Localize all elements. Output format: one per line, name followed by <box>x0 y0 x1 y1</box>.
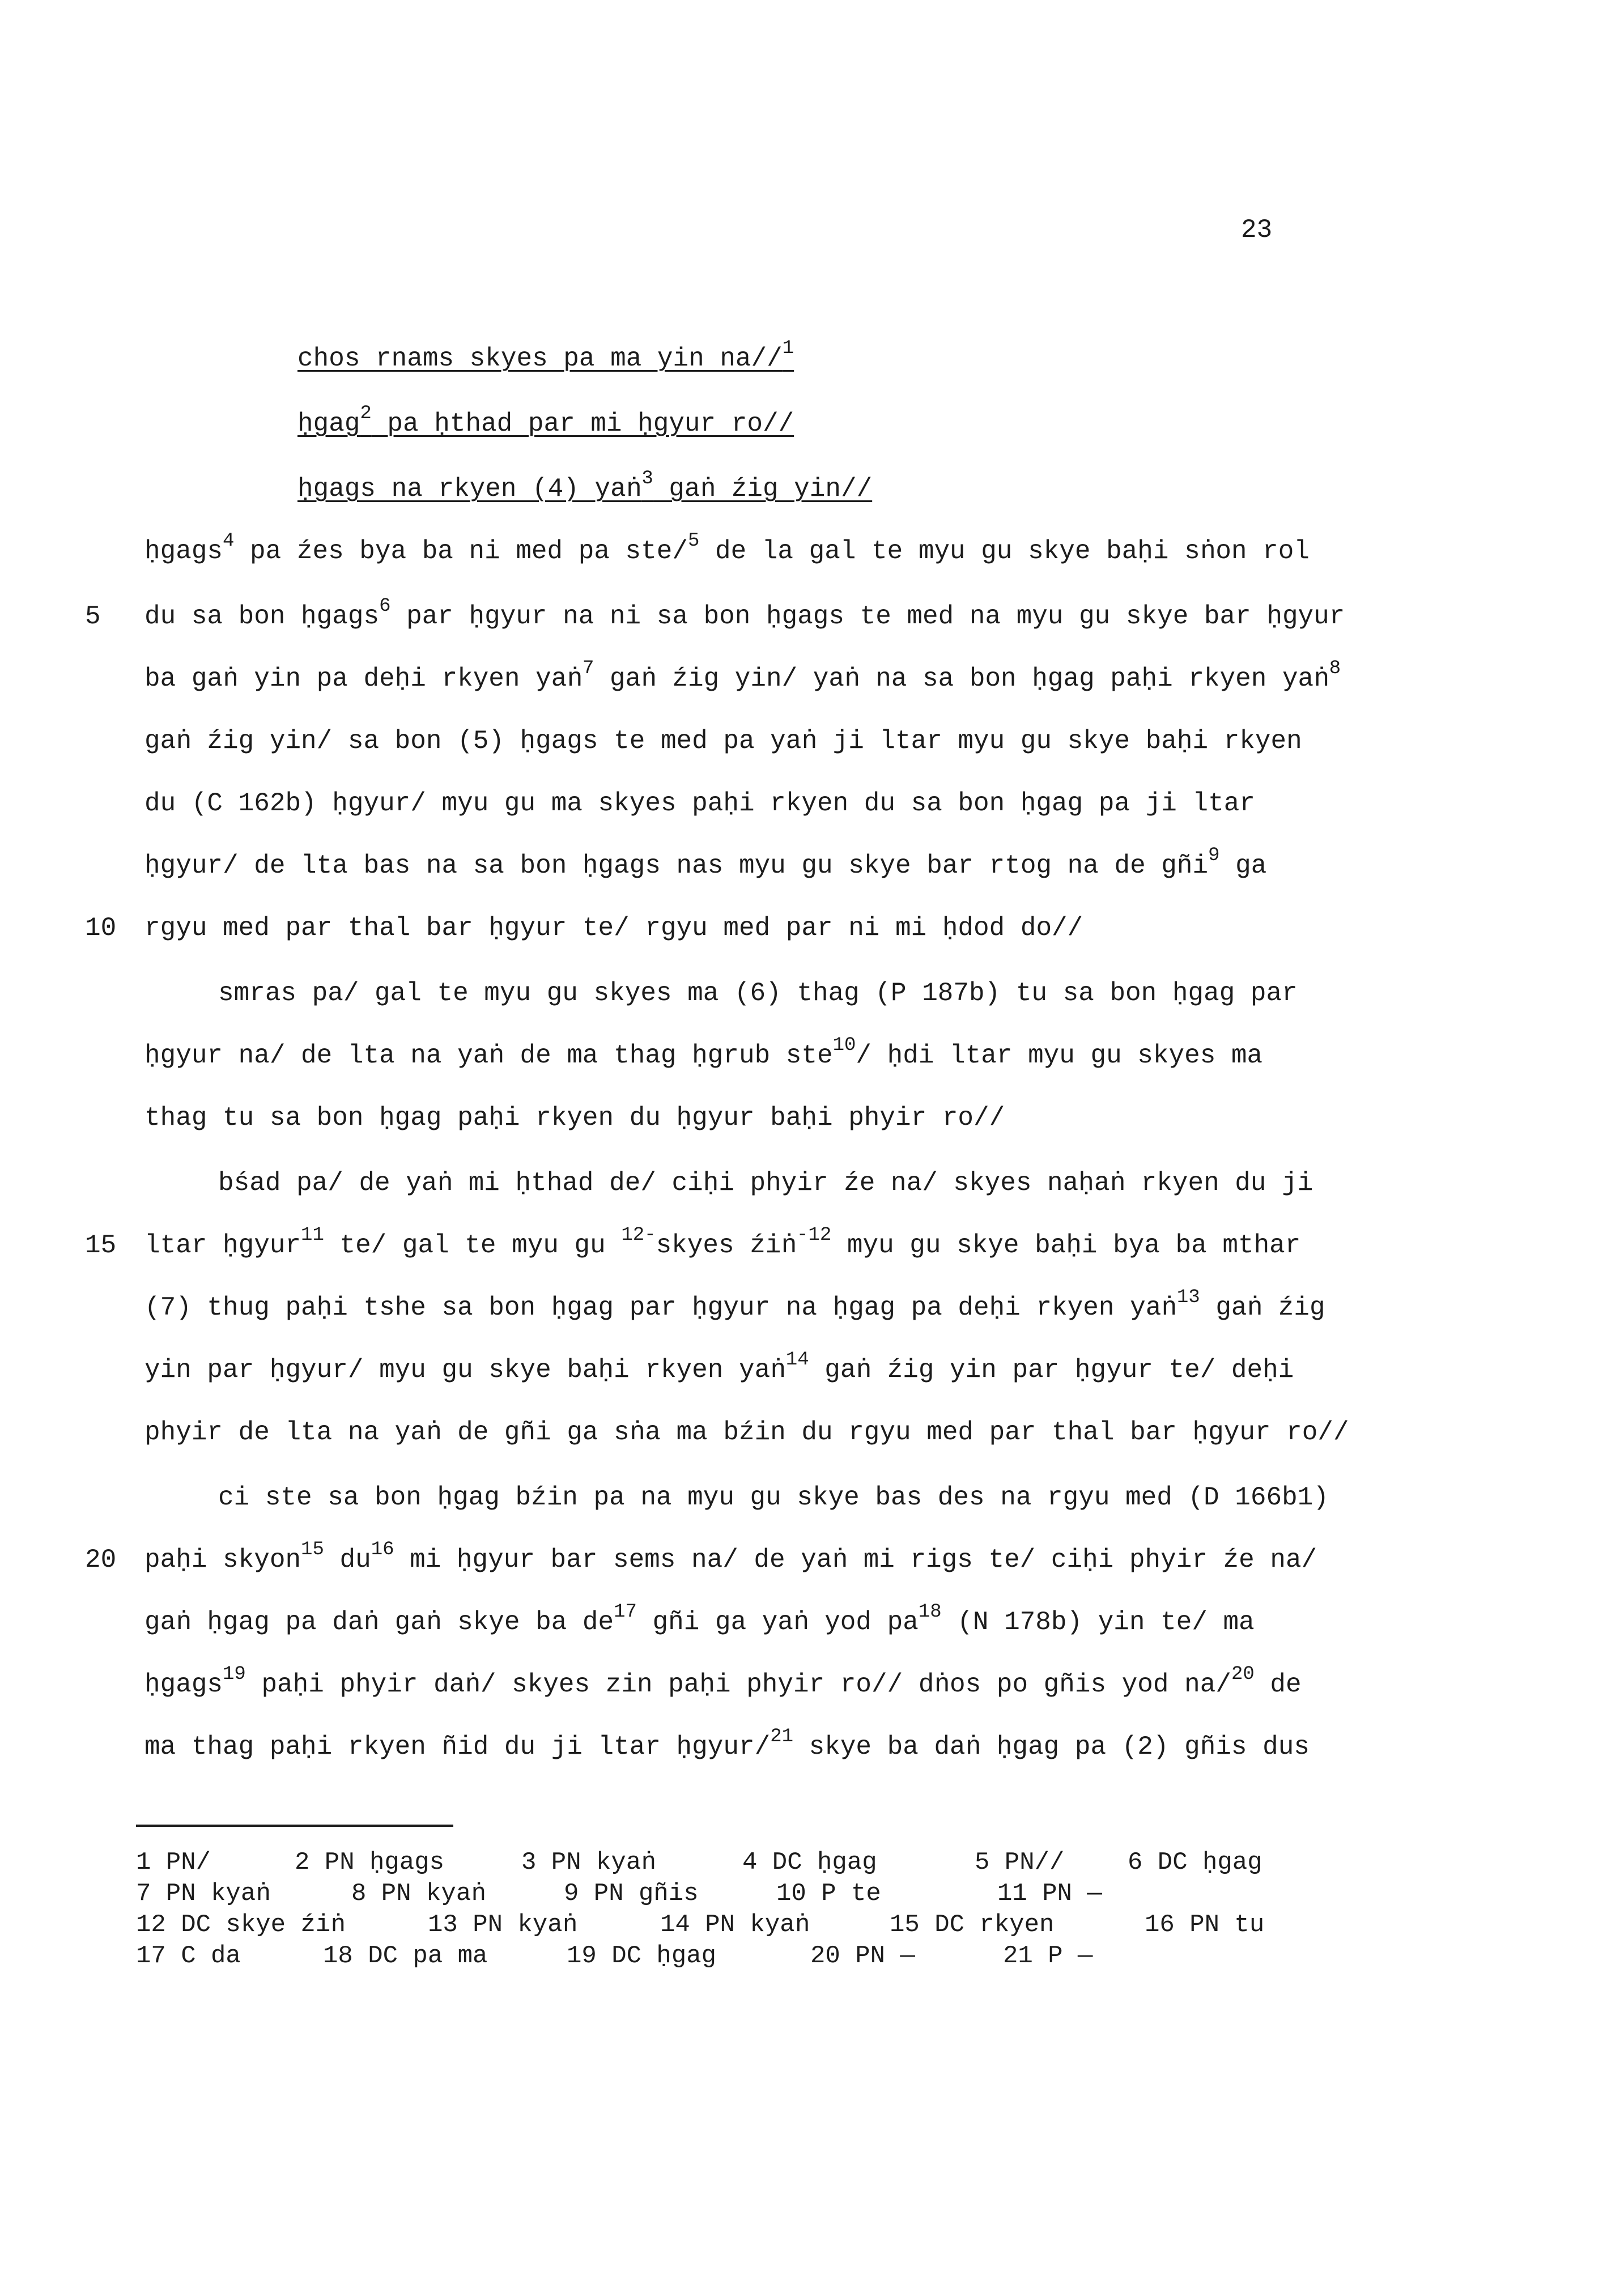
footnote-ref: 20 <box>1231 1664 1255 1685</box>
text-segment: du sa bon ḥgags <box>144 602 380 631</box>
footnote-ref: 6 <box>379 596 391 617</box>
text-line <box>144 1539 1317 1575</box>
text-line <box>144 1419 1349 1445</box>
footnote: 9 PN gñis <box>564 1880 699 1908</box>
text-segment: pa źes bya ba ni med pa ste/ <box>234 537 688 566</box>
verse-line <box>297 403 794 439</box>
footnote-ref: 16 <box>371 1539 394 1561</box>
footnote-ref: 15 <box>301 1539 324 1561</box>
footnote-ref: -12 <box>797 1224 832 1246</box>
text-line <box>144 1726 1310 1762</box>
footnote: 13 PN kyaṅ <box>428 1911 578 1939</box>
text-segment: ḥgyur/ de lta bas na sa bon ḥgags nas myu gu skye bar rtog na de gñi <box>144 851 1209 881</box>
text-segment: ḥgags <box>144 1670 223 1699</box>
verse-line <box>297 338 794 373</box>
text-segment: yin par ḥgyur/ myu gu skye baḥi rkyen yaṅ <box>144 1355 786 1385</box>
footnote-ref: 12- <box>621 1224 656 1246</box>
footnote-ref: 4 <box>223 530 235 552</box>
text-segment: gaṅ źig yin par ḥgyur te/ deḥi <box>809 1355 1294 1385</box>
text-line <box>144 1105 1005 1131</box>
text-segment: mi ḥgyur bar sems na/ de yaṅ mi rigs te/ ciḥi phyir źe na/ <box>394 1545 1317 1575</box>
footnote: 17 C da <box>136 1942 241 1970</box>
text-segment: du (C 162b) ḥgyur/ myu gu ma skyes paḥi rkyen du sa bon ḥgag pa ji ltar <box>144 789 1255 818</box>
footnote-rule <box>136 1825 453 1827</box>
footnote-ref: 7 <box>582 658 594 679</box>
footnote: 2 PN ḥgags <box>295 1848 445 1877</box>
footnote: 19 DC ḥgag <box>567 1942 717 1970</box>
footnote: 3 PN kyaṅ <box>521 1848 656 1877</box>
text-segment: thag tu sa bon ḥgag paḥi rkyen du ḥgyur baḥi phyir ro// <box>144 1103 1005 1133</box>
text-segment: ḥgag <box>297 409 360 439</box>
text-line <box>144 790 1255 817</box>
footnote: 15 DC rkyen <box>890 1911 1055 1939</box>
footnote-ref: 9 <box>1208 845 1220 866</box>
text-line <box>144 1601 1255 1637</box>
text-line <box>144 728 1302 754</box>
text-segment: paḥi skyon <box>144 1545 301 1575</box>
footnote-ref: 13 <box>1176 1287 1200 1308</box>
text-segment: (N 178b) yin te/ ma <box>941 1608 1255 1637</box>
page-number: 23 <box>1241 215 1273 245</box>
text-segment: ḥgyur na/ de lta na yaṅ de ma thag ḥgrub ste <box>144 1041 833 1070</box>
text-segment: gaṅ źig yin/ sa bon (5) ḥgags te med pa yaṅ ji ltar myu gu skye baḥi rkyen <box>144 726 1302 756</box>
text-segment: (7) thug paḥi tshe sa bon ḥgag par ḥgyur na ḥgag pa deḥi rkyen yaṅ <box>144 1293 1177 1323</box>
footnote: 11 PN — <box>997 1880 1102 1908</box>
text-segment: gaṅ źig <box>1200 1293 1325 1323</box>
text-line <box>144 530 1310 566</box>
text-segment: paḥi phyir daṅ/ skyes zin paḥi phyir ro// dṅos po gñis yod na/ <box>245 1670 1231 1699</box>
text-segment: pa ḥthad par mi ḥgyur ro// <box>371 409 794 439</box>
text-segment: de la gal te myu gu skye baḥi sṅon rol <box>699 537 1310 566</box>
footnote-ref: 8 <box>1329 658 1341 679</box>
text-segment: gaṅ źig yin// <box>653 474 873 504</box>
footnote: 20 PN — <box>810 1942 915 1970</box>
text-line <box>144 658 1341 694</box>
line-number: 10 <box>85 913 117 943</box>
text-segment: ḥgags na rkyen (4) yaṅ <box>297 474 642 504</box>
text-segment: ḥgags <box>144 537 223 566</box>
text-segment: gaṅ ḥgag pa daṅ gaṅ skye ba de <box>144 1608 614 1637</box>
footnote: 7 PN kyaṅ <box>136 1880 271 1908</box>
line-number: 15 <box>85 1231 117 1260</box>
text-segment: ga <box>1219 851 1267 881</box>
footnote-ref: 11 <box>301 1224 324 1246</box>
text-line <box>144 1035 1263 1070</box>
text-line <box>144 596 1345 631</box>
footnote-ref: 21 <box>770 1726 793 1747</box>
verse-line <box>297 468 873 504</box>
text-segment: chos rnams skyes pa ma yin na// <box>297 344 783 373</box>
text-segment: skye ba daṅ ḥgag pa (2) gñis dus <box>793 1732 1310 1762</box>
footnote-ref: 1 <box>782 338 794 359</box>
text-line <box>218 1170 1313 1196</box>
text-segment: phyir de lta na yaṅ de gñi ga sṅa ma bźin du rgyu med par thal bar ḥgyur ro// <box>144 1418 1349 1447</box>
text-line <box>218 1485 1329 1511</box>
text-segment: ltar ḥgyur <box>144 1231 301 1260</box>
footnote-ref: 10 <box>832 1035 856 1056</box>
footnote: 8 PN kyaṅ <box>351 1880 486 1908</box>
footnote-ref: 5 <box>687 530 700 552</box>
text-segment: / ḥdi ltar myu gu skyes ma <box>856 1041 1263 1070</box>
footnote-ref: 17 <box>614 1601 637 1623</box>
text-segment: skyes źiṅ <box>656 1231 797 1260</box>
footnote-ref: 18 <box>918 1601 942 1623</box>
footnote-ref: 3 <box>641 468 653 490</box>
text-segment: bśad pa/ de yaṅ mi ḥthad de/ ciḥi phyir źe na/ skyes naḥaṅ rkyen du ji <box>218 1168 1313 1198</box>
footnote-ref: 14 <box>785 1349 809 1371</box>
text-line <box>218 980 1298 1006</box>
line-number: 5 <box>85 602 101 631</box>
text-segment: gaṅ źig yin/ yaṅ na sa bon ḥgag paḥi rkyen yaṅ <box>594 664 1329 694</box>
text-line <box>144 915 1083 941</box>
text-line <box>144 845 1267 881</box>
footnote: 6 DC ḥgag <box>1128 1848 1262 1877</box>
footnote: 12 DC skye źiṅ <box>136 1911 346 1939</box>
footnote: 4 DC ḥgag <box>742 1848 877 1877</box>
footnote: 18 DC pa ma <box>323 1942 488 1970</box>
footnote: 1 PN/ <box>136 1848 211 1877</box>
footnote-ref: 19 <box>223 1664 246 1685</box>
footnote: 10 P te <box>776 1880 881 1908</box>
text-line <box>144 1664 1302 1699</box>
text-segment: du <box>324 1545 371 1575</box>
text-segment: smras pa/ gal te myu gu skyes ma (6) thag (P 187b) tu sa bon ḥgag par <box>218 979 1298 1008</box>
text-segment: de <box>1254 1670 1302 1699</box>
text-line <box>144 1287 1325 1323</box>
text-segment: ma thag paḥi rkyen ñid du ji ltar ḥgyur/ <box>144 1732 771 1762</box>
text-segment: ba gaṅ yin pa deḥi rkyen yaṅ <box>144 664 583 694</box>
text-segment: myu gu skye baḥi bya ba mthar <box>831 1231 1301 1260</box>
text-segment: rgyu med par thal bar ḥgyur te/ rgyu med par ni mi ḥdod do// <box>144 913 1083 943</box>
text-segment: te/ gal te myu gu <box>324 1231 622 1260</box>
text-segment: gñi ga yaṅ yod pa <box>636 1608 919 1637</box>
text-line <box>144 1349 1294 1385</box>
footnote-ref: 2 <box>360 403 372 424</box>
line-number: 20 <box>85 1545 117 1575</box>
text-segment: par ḥgyur na ni sa bon ḥgags te med na myu gu skye bar ḥgyur <box>390 602 1345 631</box>
footnote: 5 PN// <box>975 1848 1065 1877</box>
footnote: 14 PN kyaṅ <box>660 1911 810 1939</box>
text-line <box>144 1224 1301 1260</box>
footnote: 21 P — <box>1003 1942 1093 1970</box>
text-segment: ci ste sa bon ḥgag bźin pa na myu gu skye bas des na rgyu med (D 166b1) <box>218 1483 1329 1512</box>
footnote: 16 PN tu <box>1145 1911 1265 1939</box>
